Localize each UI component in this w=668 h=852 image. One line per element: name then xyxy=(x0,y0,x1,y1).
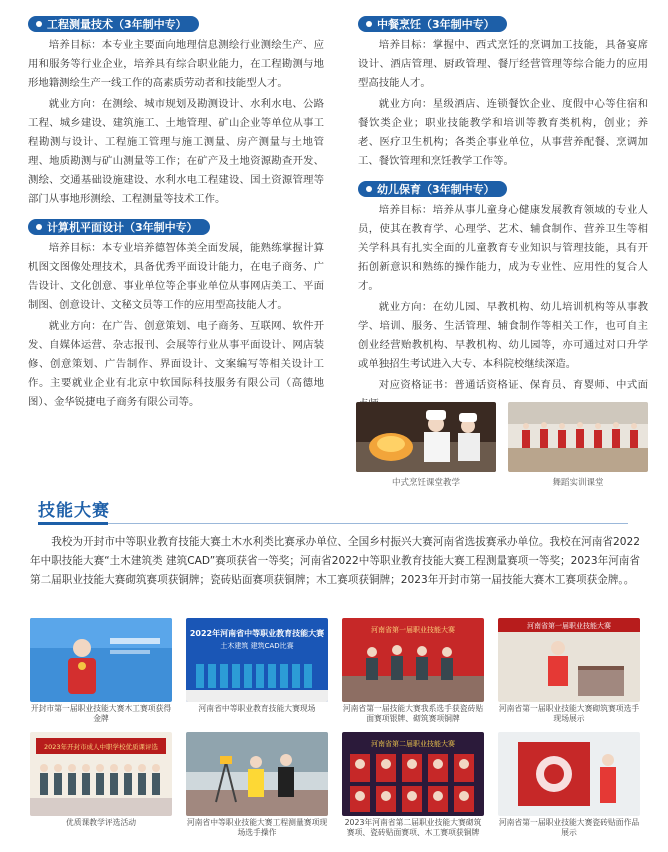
gallery-caption: 优质课教学评选活动 xyxy=(65,818,137,827)
gallery-caption: 河南省第一届职业技能大赛砌筑赛项选手现场展示 xyxy=(498,704,640,723)
gallery-item xyxy=(498,732,640,838)
photo-caption: 舞蹈实训课堂 xyxy=(552,478,604,488)
bullet-icon xyxy=(366,21,372,27)
paragraph: 就业方向：在广告、创意策划、电子商务、互联网、软件开发、自媒体运营、杂志报刊、会展等行业从事平面设计、网店装修、创意策划、广告制作、界面设计、文案编写等相关设计工作。主要就业企业有北京中软国际科技服务有限公司（高德地图）、金华锐捷电子商务有限公司等。 xyxy=(28,320,324,408)
gallery-item xyxy=(30,618,172,724)
banner-text: 河南省第二届职业技能大赛 xyxy=(371,740,455,748)
cooking-class-photo xyxy=(356,402,496,472)
gallery-photo xyxy=(30,732,172,816)
right-column xyxy=(358,12,648,420)
gallery-caption: 开封市第一届职业技能大赛木工赛项获得金牌 xyxy=(30,704,172,723)
paragraph: 就业方向：星级酒店、连锁餐饮企业、度假中心等住宿和餐饮类企业；职业技能教学和培训等教育类机构，创业；养老、医疗卫生机构；各类企事业单位，从事营养配餐、烹调加工、餐饮管理和烹饪教学工作等。 xyxy=(358,98,648,167)
gallery-caption: 2023年河南省第二届职业技能大赛砌筑赛项、瓷砖贴面赛项、木工赛项获铜牌 xyxy=(344,818,482,837)
paragraph: 培养目标：培养从事儿童身心健康发展教育领域的专业人员，使其在教育学、心理学、艺术、辅食制作、营养卫生等相关学科具有扎实全面的儿童教育专业知识与管理技能，具有开拓创新意识和熟练的操作能力，成为专业性、应用性的复合人才。 xyxy=(358,204,648,292)
competition-gallery xyxy=(30,618,642,848)
gallery-caption: 河南省中等职业教育技能大赛现场 xyxy=(198,704,316,713)
paragraph: 培养目标：本专业培养德智体美全面发展，能熟练掌握计算机图文图像处理技术，具备优秀平面设计能力，在电子商务、广告设计、文化创意、事业单位等企事业单位从事网店美工、平面制图、创意设计、文秘文员等工作的应用型高技能人才。 xyxy=(28,242,324,311)
title-underline xyxy=(38,522,108,525)
bullet-icon xyxy=(36,224,42,230)
gallery-photo xyxy=(186,618,328,702)
section-childcare xyxy=(358,177,648,414)
paragraph: 就业方向：在测绘、城市规划及勘测设计、水利水电、公路工程、城乡建设、建筑施工、土地管理、矿山企业等单位从事工程勘测与设计、工程施工管理与施工测量、房产测量与土地管理、地质勘测与矿山测量等工作；在矿产及土地资源勘查开发、测绘、交通基础设施建设、水利水电工程建设、国土资源管理等部门从事地形测绘、工程测量等技术工作。 xyxy=(28,98,324,205)
gallery-caption: 河南省第一届技能大赛我系选手获瓷砖贴面赛项银牌、砌筑赛项铜牌 xyxy=(342,704,484,723)
banner-text: 河南省第一届职业技能大赛 xyxy=(527,622,611,630)
section-chinese-cooking xyxy=(358,12,648,171)
bullet-icon xyxy=(366,186,372,192)
banner-text: 2023年开封市成人中职学校优质课评选 xyxy=(43,743,159,751)
gallery-photo xyxy=(342,732,484,816)
dance-class-photo xyxy=(508,402,648,472)
gallery-item xyxy=(30,732,172,828)
paragraph: 培养目标：本专业主要面向地理信息测绘行业测绘生产、应用和服务等行业企业，培养具有综合职业能力，在工程勘测与地形地籍测绘生产一线工作的高素质劳动者和技能型人才。 xyxy=(28,39,324,89)
section-header: 工程测量技术（3年制中专） xyxy=(28,16,199,32)
paragraph: 就业方向：在幼儿园、早教机构、幼儿培训机构等从事教学、培训、服务、生活管理、辅食制作等相关工作，也可自主创业经营贻教机构、早教机构、幼儿园等，亦可通过对口升学或单独招生考试进入大专、本科院校继续深造。 xyxy=(358,301,648,370)
section-header: 计算机平面设计（3年制中专） xyxy=(28,219,210,235)
section-header: 中餐烹饪（3年制中专） xyxy=(358,16,507,32)
skills-title: 技能大赛 xyxy=(38,501,110,521)
skills-description: 我校为开封市中等职业教育技能大赛土木水利类比赛承办单位、全国乡村振兴大赛河南省选拔赛承办单位。我校在河南省2022年中职技能大赛“土木建筑类 建筑CAD”赛项获省一等奖；河南省2022中等职业教育技能大赛工程测量赛项一等奖；2023年河南省第二届职业技能大赛砌筑赛项获铜牌；瓷砖贴面赛项获铜牌；木工赛项获铜牌；2023年开封市第一届技能大赛木工赛项获金牌。。 xyxy=(30,536,640,586)
banner-text: 2022年河南省中等职业教育技能大赛 xyxy=(189,629,325,638)
banner-text: 土木建筑 建筑CAD比赛 xyxy=(220,642,294,650)
section-graphic-design xyxy=(28,215,324,412)
gallery-item xyxy=(498,618,640,724)
bullet-icon xyxy=(36,21,42,27)
paragraph: 培养目标：掌握中、西式烹饪的烹调加工技能，具备宴席设计、酒店管理、厨政管理、餐厅经营管理等综合能力的应用型高技能人才。 xyxy=(358,39,648,89)
paragraph: 对应资格证书：普通话资格证、保育员、育婴师、中式面 xyxy=(378,379,648,391)
course-photos xyxy=(356,402,648,492)
gallery-item xyxy=(186,618,328,714)
gallery-photo xyxy=(498,732,640,816)
title-rule xyxy=(108,523,628,524)
gallery-item xyxy=(342,618,484,724)
gallery-photo xyxy=(30,618,172,702)
photo-caption: 中式烹饪课堂教学 xyxy=(391,478,460,488)
left-column xyxy=(28,12,324,418)
gallery-caption: 河南省中等职业技能大赛工程测量赛项现场选手操作 xyxy=(186,818,328,837)
gallery-caption: 河南省第一届职业技能大赛瓷砖贴面作品展示 xyxy=(498,818,640,837)
gallery-item xyxy=(186,732,328,838)
gallery-photo xyxy=(342,618,484,702)
gallery-photo xyxy=(186,732,328,816)
section-engineering-survey xyxy=(28,12,324,209)
section-header: 幼儿保育（3年制中专） xyxy=(358,181,507,197)
gallery-item xyxy=(342,732,484,838)
gallery-photo xyxy=(498,618,640,702)
banner-text: 河南省第一届职业技能大赛 xyxy=(371,626,455,634)
